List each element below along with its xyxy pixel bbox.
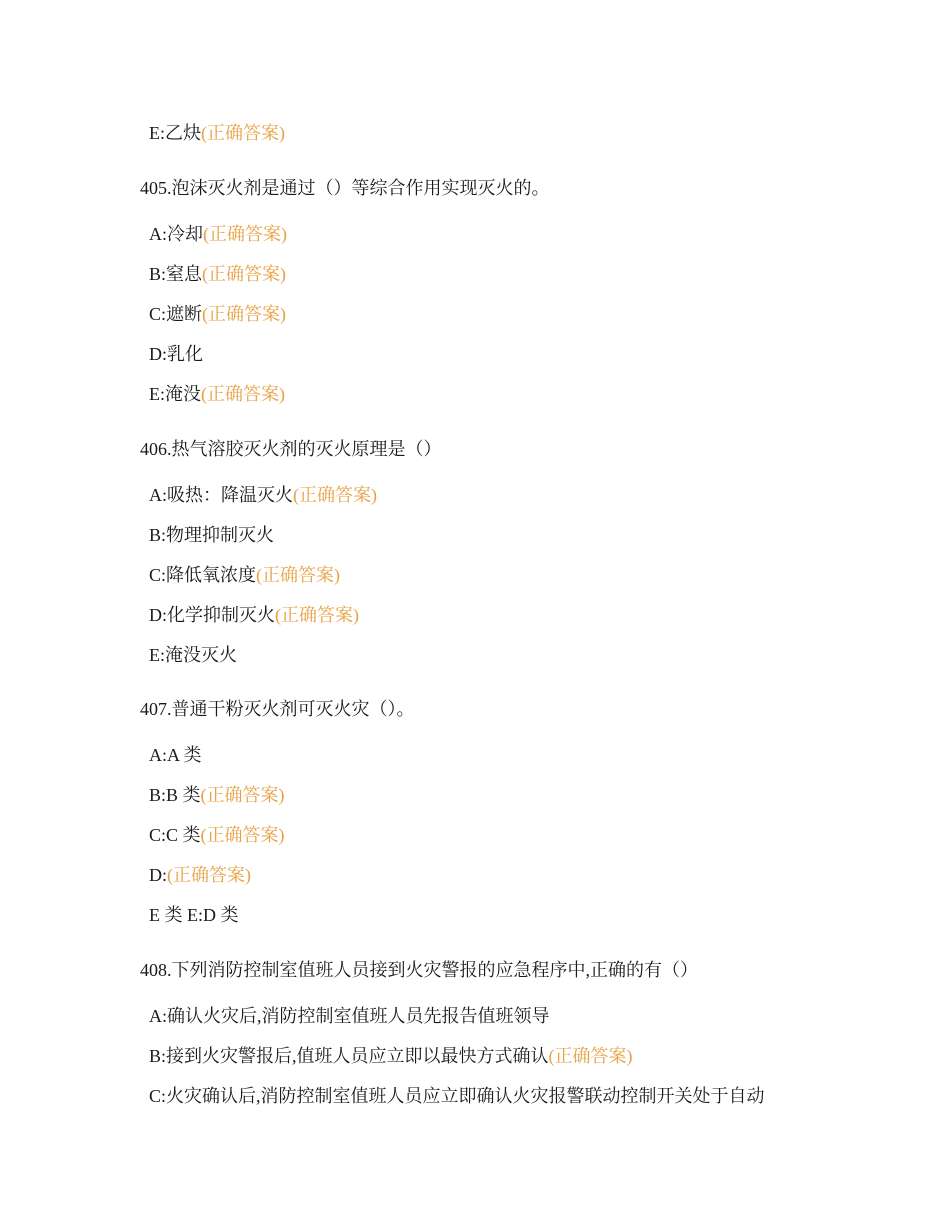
- option-line: [149, 1044, 633, 1068]
- correct-answer-mark: (正确答案): [256, 565, 341, 585]
- option-line: [149, 382, 285, 406]
- option-text: C:火灾确认后,消防控制室值班人员应立即确认火灾报警联动控制开关处于自动: [149, 1086, 765, 1106]
- option-line: [149, 903, 239, 927]
- question-line: [140, 437, 442, 461]
- option-line: [149, 262, 286, 286]
- option-text: C:降低氧浓度: [149, 565, 257, 585]
- correct-answer-mark: (正确答案): [200, 785, 285, 805]
- question-line: [140, 697, 415, 721]
- option-text: A:确认火灾后,消防控制室值班人员先报告值班领导: [149, 1006, 550, 1026]
- option-text: B:物理抑制灭火: [149, 525, 275, 545]
- option-line: [149, 823, 285, 847]
- option-line: [149, 1084, 765, 1108]
- correct-answer-mark: (正确答案): [293, 485, 377, 505]
- option-text: C:C 类: [149, 825, 201, 845]
- option-line: [149, 643, 237, 667]
- question-line: [140, 176, 550, 200]
- correct-answer-mark: (正确答案): [203, 224, 287, 244]
- option-line: [149, 743, 202, 767]
- option-text: B:B 类: [149, 785, 201, 805]
- option-text: E 类 E:D 类: [149, 905, 239, 925]
- option-text: A:A 类: [149, 745, 202, 765]
- option-line: [149, 483, 377, 507]
- correct-answer-mark: (正确答案): [548, 1046, 633, 1066]
- option-line: [149, 563, 340, 587]
- option-line: [149, 1004, 550, 1028]
- correct-answer-mark: (正确答案): [201, 123, 285, 143]
- correct-answer-mark: (正确答案): [201, 384, 285, 404]
- option-line: [149, 783, 285, 807]
- correct-answer-mark: (正确答案): [167, 865, 251, 885]
- correct-answer-mark: (正确答案): [275, 605, 359, 625]
- option-text: B:接到火灾警报后,值班人员应立即以最快方式确认: [149, 1046, 549, 1066]
- correct-answer-mark: (正确答案): [202, 264, 287, 284]
- question-line: [140, 958, 698, 982]
- option-line: [149, 121, 285, 145]
- option-text: A:冷却: [149, 224, 203, 244]
- option-text: D:化学抑制灭火: [149, 605, 275, 625]
- question-text: 407.普通干粉灭火剂可灭火灾（）。: [140, 699, 415, 719]
- option-line: [149, 222, 287, 246]
- option-line: [149, 863, 251, 887]
- option-text: D:乳化: [149, 344, 203, 364]
- option-line: [149, 342, 203, 366]
- option-line: [149, 523, 274, 547]
- option-text: E:淹没: [149, 384, 201, 404]
- correct-answer-mark: (正确答案): [202, 304, 287, 324]
- option-text: E:乙炔: [149, 123, 201, 143]
- option-text: E:淹没灭火: [149, 645, 237, 665]
- option-line: [149, 302, 286, 326]
- option-text: D:: [149, 865, 167, 885]
- option-line: [149, 603, 359, 627]
- option-text: A:吸热：降温灭火: [149, 485, 293, 505]
- option-text: C:遮断: [149, 304, 203, 324]
- option-text: B:窒息: [149, 264, 203, 284]
- question-text: 406.热气溶胶灭火剂的灭火原理是（）: [140, 439, 442, 459]
- question-text: 408.下列消防控制室值班人员接到火灾警报的应急程序中,正确的有（）: [140, 960, 698, 980]
- question-text: 405.泡沫灭火剂是通过（）等综合作用实现灭火的。: [140, 178, 550, 198]
- correct-answer-mark: (正确答案): [200, 825, 285, 845]
